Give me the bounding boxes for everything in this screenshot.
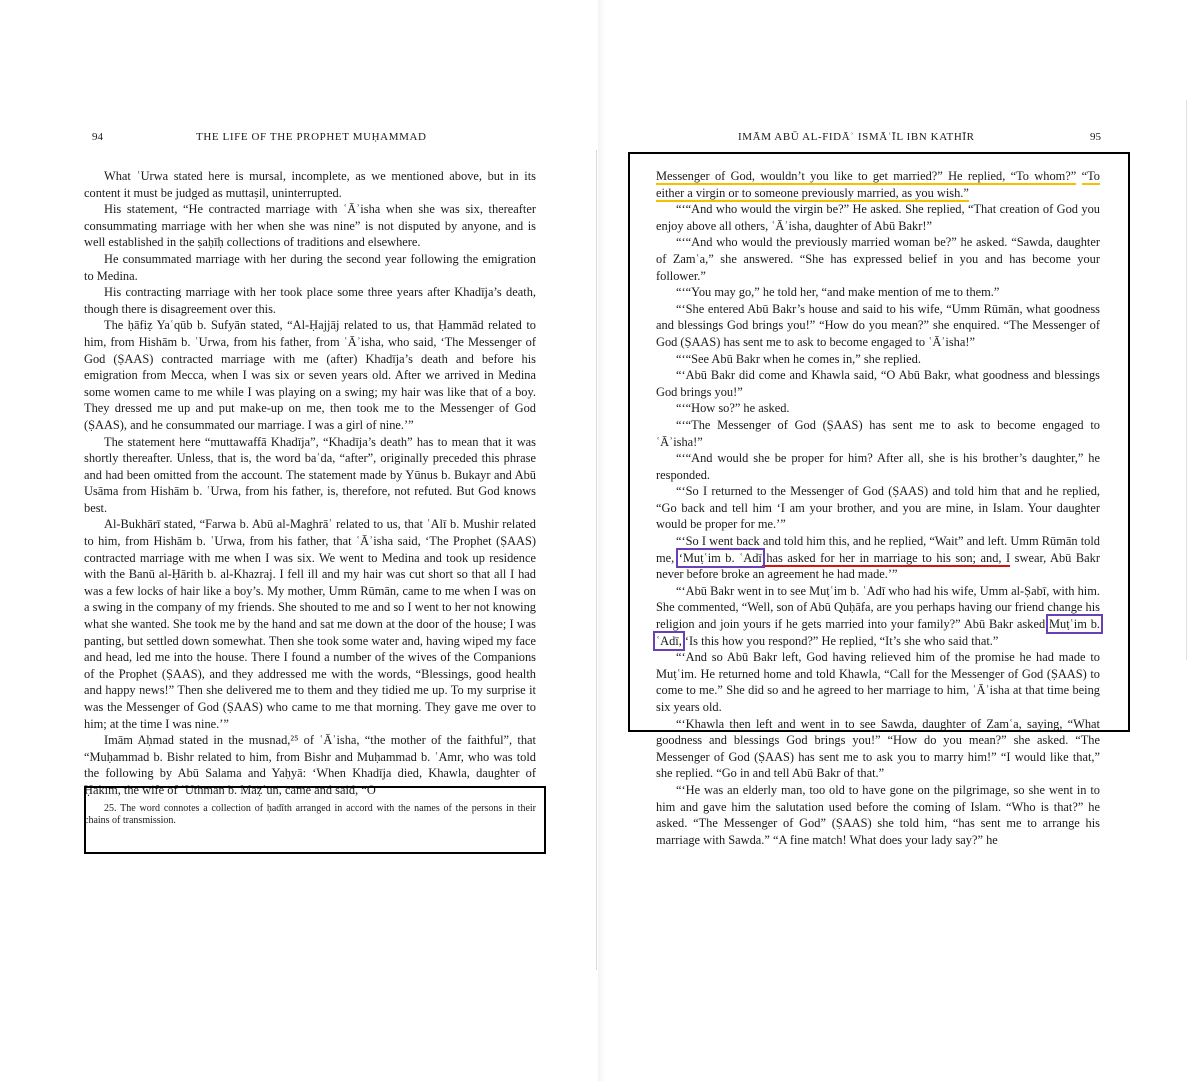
paragraph: His statement, “He contracted marriage with ʿĀʾisha when she was six, thereafter consummating marriage with her when she was nine” is not disputed by anyone, and is well established in the ṣaḥīḥ collections of traditions and elsewhere. xyxy=(84,202,536,250)
paragraph: “‘“See Abū Bakr when he comes in,” she replied. xyxy=(676,351,921,366)
text-span: “‘Abū Bakr went in to see Muṭʿim b. ʿAdī who had his wife, Umm al-Ṣabī, with him. She commented, “Well, son of Abū Quḥāfa, are you perhaps having our friend change his religion and join yours if he gets married into your family?” Abū Bakr asked xyxy=(656,583,1100,632)
text-span: swear, Abū Bakr never before broke an agreement he had made.’” xyxy=(656,550,1100,582)
left-page xyxy=(0,0,598,1081)
text-span: ‘Is this how you respond?” He replied, “It’s she who said that.” xyxy=(681,633,999,648)
right-page xyxy=(606,0,1200,1081)
paragraph-boxed: Imām Aḥmad stated in the musnad,²⁵ of ʿĀʾisha, “the mother of the faithful”, that “Muḥammad b. Bishr related to him, from Bishr and Muḥammad b. ʿAmr, who was told the following by Abū Salama and Yaḥyā: ‘When Khadīja died, Khawla, daughter of Ḥakīm, the wife of ʿUthmān b. Maẓʿūn, came and said, “O xyxy=(84,733,536,797)
paragraph: Al-Bukhārī stated, “Farwa b. Abū al-Maghrāʾ related to us, that ʿAlī b. Mushir related to him, from Hishām b. ʿUrwa, from his father, that ʿĀʾisha said, ‘The Prophet (ṢAAS) contracted marriage with me when I was six. We went to Medina and took up residence with the Banū al-Ḥārith b. al-Khazraj. I fell ill and my hair was cut short so that all I had was a few locks of hair like a boy’s. My mother, Umm Rūmān, came to me when I was on a swing in the company of my friends. She shouted to me and so I went to her not knowing what she wanted. She took me by the hand and sat me down at the door of the house; I was panting, but settled down somewhat. Then she took some water and, having wiped my face and head, led me into the house. There I found a number of the wives of the Companions of the Prophet (ṢAAS), and they addressed me with the words, “Blessings, good health and happy news!” Then she delivered me to them and they tidied me up. To my surprise it was the Messenger of God (ṢAAS) who came to me that morning. They gave me over to him; at the time I was nine.’” xyxy=(84,517,536,731)
paragraph: “‘“The Messenger of God (ṢAAS) has sent me to ask to become engaged to ʿĀʾisha!” xyxy=(656,417,1100,449)
running-head-left: THE LIFE OF THE PROPHET MUḤAMMAD xyxy=(196,131,427,143)
yellow-underline-2: “To either a virgin or to someone previously married, as you wish.” xyxy=(656,169,1100,200)
red-underline: has asked for her in marriage to his son; and, I xyxy=(761,550,1011,565)
running-head-right: IMĀM ABŪ AL-FIDĀʾ ISMĀʿĪL IBN KATHĪR xyxy=(738,131,975,143)
page-number-left: 94 xyxy=(92,131,103,143)
paragraph: What ʿUrwa stated here is mursal, incomplete, as we mentioned above, but in its content it must be judged as muttaṣil, uninterrupted. xyxy=(84,169,536,200)
paragraph: “‘“And would she be proper for him? After all, she is his brother’s daughter,” he responded. xyxy=(656,451,1100,482)
paragraph: The statement here “muttawaffā Khadīja”, “Khadīja’s death” has to mean that it was shortly thereafter. Unless, that is, the word baʿda, “after”, originally preceded this phrase and had been omitted from the account. The statement made by Yūnus b. Bukayr and Abū Usāma from Hishām b. ʿUrwa, from his father, is, therefore, not refuted. But God knows best. xyxy=(84,434,536,515)
page-number-right: 95 xyxy=(1090,131,1101,143)
paragraph: “‘“And who would the virgin be?” He asked. She replied, “That creation of God you enjoy above all others, ʿĀʾisha, daughter of Abū Bakr!” xyxy=(656,202,1100,233)
name-box-mutim-2: Muṭʿim b. ʿAdī, xyxy=(656,617,1100,648)
highlight-box-left xyxy=(84,786,546,854)
fold-line xyxy=(596,150,597,970)
paragraph: “‘Khawla then left and went in to see Sawda, daughter of Zamʿa, saying, “What goodness and blessings God brings you!” “How do you mean?” she asked. “The Messenger of God (ṢAAS) has sent me to ask you to marry him!” “I would like that,” she replied. “Go in and tell Abū Bakr of that.” xyxy=(656,716,1100,781)
paragraph: “‘And so Abū Bakr left, God having relieved him of the promise he had made to Muṭʿim. He returned home and told Khawla, “Call for the Messenger of God (ṢAAS) to come to me.” She did so and he agreed to her marriage to him, ʿĀʾisha at that time being six years old. xyxy=(656,650,1100,714)
paragraph: “‘“You may go,” he told her, “and make mention of me to them.” xyxy=(676,285,1000,300)
paragraph: “‘He was an elderly man, too old to have gone on the pilgrimage, so she went in to him and gave him the salutation used before the coming of Islam. “Who is that?” he asked. “The Messenger of God” (ṢAAS) she told him, “has sent me to arrange his marriage with Sawda.” “A fine match! What does your lady say?” he xyxy=(656,782,1100,847)
name-box-mutim-1: ‘Muṭʿim b. ʿAdī xyxy=(678,550,762,565)
paragraph: The ḥāfiẓ Yaʿqūb b. Sufyān stated, “Al-Ḥajjāj related to us, that Ḥammād related to him, from Hishām b. ʿUrwa, from his father, from ʿĀʾisha, who said, ‘The Messenger of God (ṢAAS) contracted marriage with me (after) Khadīja’s death and before his emigration from Mecca, when I was six or seven years old. After we arrived in Medina some women came to me while I was playing on a swing; my hair was like that of a boy. They dressed me up and put make-up on me, then took me to the Messenger of God (ṢAAS), and he consummated our marriage. I was a girl of nine.’” xyxy=(84,318,536,432)
paragraph: “‘So I returned to the Messenger of God (ṢAAS) and told him that and he replied, “Go back and tell him ‘I am your brother, and you are mine, in Islam. Your daughter would be proper for me.’” xyxy=(656,484,1100,532)
text-span: “‘So I went back and told him this, and he replied, “Wait” and left. Umm Rūmān told me, xyxy=(656,534,1100,565)
paragraph: He consummated marriage with her during the second year following the emigration to Medina. xyxy=(84,251,536,283)
paragraph: “‘Abū Bakr did come and Khawla said, “O Abū Bakr, what goodness and blessings God brings you!” xyxy=(656,368,1100,399)
paragraph: His contracting marriage with her took place some three years after Khadīja’s death, though there is disagreement over this. xyxy=(84,285,536,316)
yellow-underline-1: Messenger of God, wouldn’t you like to get married?” He replied, “To whom?” xyxy=(656,169,1077,183)
page-gutter xyxy=(598,0,606,1081)
paragraph: “‘“How so?” he asked. xyxy=(676,401,790,416)
paragraph: “‘“And who would the previously married woman be?” he asked. “Sawda, daughter of Zamʿa,” she answered. “She has expressed belief in you and has become your follower.” xyxy=(656,235,1100,283)
footnote: 25. The word connotes a collection of ḥadīth arranged in accord with the names of the persons in their chains of transmission. xyxy=(84,802,536,826)
highlight-box-right xyxy=(628,152,1130,732)
paragraph: “‘She entered Abū Bakr’s house and said to his wife, “Umm Rūmān, what goodness and blessings God brings you!” “How do you mean?” she enquired. “The Messenger of God (ṢAAS) has sent me to ask to become engaged to ʿĀʾisha!” xyxy=(656,301,1100,349)
left-text-column xyxy=(84,168,536,827)
